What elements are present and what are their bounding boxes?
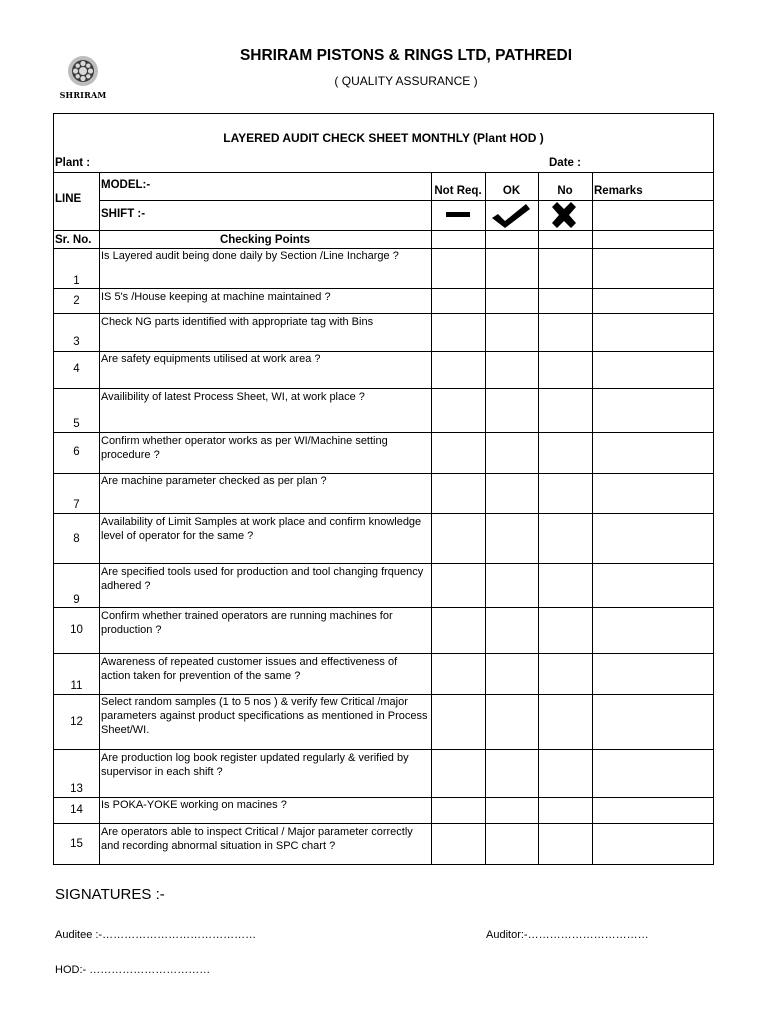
col-remarks: Remarks (594, 185, 643, 197)
grid-line (53, 388, 714, 389)
dash-icon (444, 207, 472, 221)
row-number: 4 (73, 363, 80, 375)
checking-point: Are production log book register updated regularly & verified by supervisor in each shift ? (101, 752, 409, 778)
auditee-signature: Auditee :-…………………………………… (55, 929, 257, 941)
sheet-title: LAYERED AUDIT CHECK SHEET MONTHLY (Plant HOD ) (223, 131, 544, 145)
hod-signature: HOD:- …………………………… (55, 964, 211, 976)
grid-line (431, 172, 432, 865)
checking-point: Confirm whether trained operators are running machines for production ? (101, 610, 393, 636)
row-number: 2 (73, 295, 80, 307)
row-number: 11 (70, 680, 83, 692)
col-checking-points: Checking Points (219, 234, 311, 246)
company-name: SHRIRAM PISTONS & RINGS LTD, PATHREDI (239, 47, 573, 64)
row-number: 13 (70, 783, 83, 795)
grid-line (99, 172, 100, 865)
grid-line (53, 823, 714, 824)
row-number: 8 (73, 533, 80, 545)
auditor-signature: Auditor:-…………………………… (486, 929, 649, 941)
checking-point: Are operators able to inspect Critical / Major parameter correctly and recording abnormal situation in SPC chart ? (101, 826, 413, 852)
row-number: 5 (73, 418, 80, 430)
row-number: 6 (73, 446, 80, 458)
line-label: LINE (55, 193, 82, 205)
checking-point: Availibility of latest Process Sheet, WI, at work place ? (101, 391, 365, 403)
checking-point: IS 5's /House keeping at machine maintained ? (101, 291, 331, 303)
grid-line (538, 172, 539, 865)
col-sr-no: Sr. No. (55, 234, 92, 246)
model-label: MODEL:- (101, 179, 151, 191)
grid-line (53, 313, 714, 314)
checking-point: Availability of Limit Samples at work place and confirm knowledge level of operator for the same ? (101, 516, 422, 542)
checking-point: Confirm whether operator works as per WI/Machine setting procedure ? (101, 435, 388, 461)
row-number: 14 (70, 804, 83, 816)
signatures-heading: SIGNATURES :- (55, 886, 165, 903)
grid-line (53, 288, 714, 289)
grid-line (99, 200, 714, 201)
grid-line (485, 172, 486, 865)
grid-line (53, 653, 714, 654)
row-number: 9 (73, 594, 80, 606)
checking-point: Is POKA-YOKE working on macines ? (101, 799, 287, 811)
grid-line (53, 749, 714, 750)
row-number: 12 (70, 716, 83, 728)
cross-icon (549, 201, 579, 229)
checking-point: Are machine parameter checked as per plan ? (101, 475, 327, 487)
row-number: 7 (73, 499, 80, 511)
plant-label: Plant : (55, 157, 91, 169)
shift-label: SHIFT :- (101, 208, 146, 220)
logo-text: SHRIRAM (59, 90, 107, 100)
checking-point: Check NG parts identified with appropriate tag with Bins (101, 316, 374, 328)
col-no: No (557, 185, 573, 197)
grid-line (592, 172, 593, 865)
department-name: ( QUALITY ASSURANCE ) (334, 74, 478, 88)
row-number: 1 (73, 275, 80, 287)
checking-point: Are safety equipments utilised at work area ? (101, 353, 321, 365)
grid-line (53, 607, 714, 608)
checking-point: Is Layered audit being done daily by Section /Line Incharge ? (101, 250, 399, 262)
grid-line (53, 172, 714, 173)
date-label: Date : (549, 157, 581, 169)
grid-line (53, 230, 714, 231)
row-number: 3 (73, 336, 80, 348)
row-number: 15 (70, 838, 83, 850)
col-not-req: Not Req. (434, 185, 482, 197)
checking-point: Select random samples (1 to 5 nos ) & verify few Critical /major parameters against product specifications as mentioned in Process Sheet/WI. (101, 696, 428, 736)
grid-line (53, 563, 714, 564)
checking-point: Awareness of repeated customer issues and effectiveness of action taken for prevention of the same ? (101, 656, 398, 682)
checking-point: Are specified tools used for production and tool changing frquency adhered ? (101, 566, 424, 592)
grid-line (53, 513, 714, 514)
grid-line (53, 432, 714, 433)
check-icon (490, 201, 532, 229)
row-number: 10 (70, 624, 83, 636)
col-ok: OK (502, 185, 521, 197)
